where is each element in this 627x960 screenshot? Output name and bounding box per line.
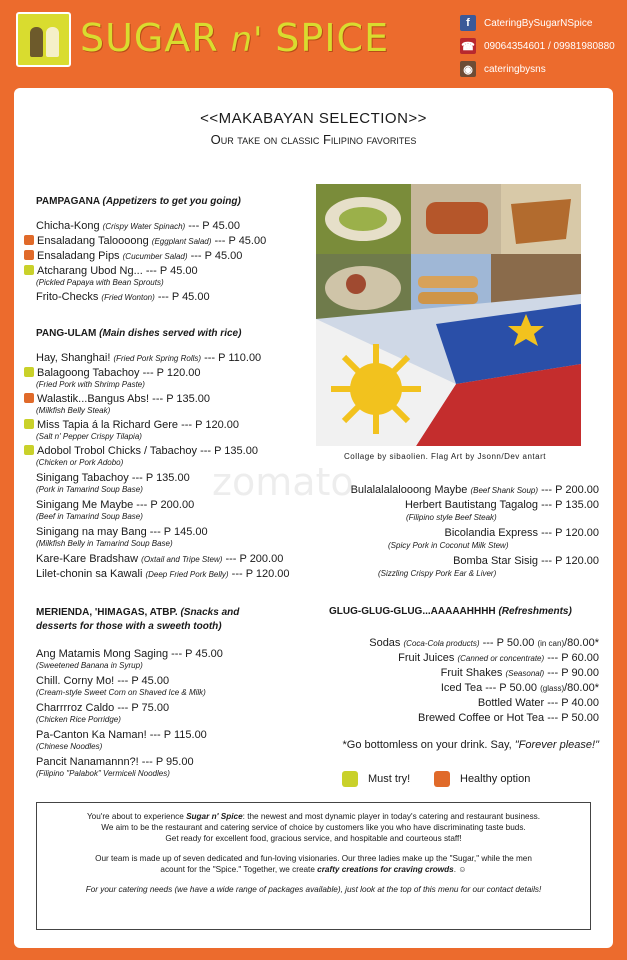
item-price: --- P 120.00 <box>541 555 599 567</box>
food-collage-image <box>316 184 581 446</box>
menu-item <box>36 526 208 539</box>
menu-item <box>36 648 223 661</box>
item-price: --- P 45.00 <box>188 220 241 232</box>
contacts <box>460 12 615 81</box>
menu-item <box>36 553 283 566</box>
legend-must-try <box>342 771 410 787</box>
healthy-icon <box>24 393 34 403</box>
item-name: Chicha-Kong <box>36 220 100 232</box>
about-text: You're about to experience <box>86 812 187 821</box>
item-note: (Sweetened Banana in Syrup) <box>36 661 143 670</box>
item-price: --- P 45.00 <box>190 250 243 262</box>
item-note: (Pork in Tamarind Soup Base) <box>36 485 143 494</box>
item-name: Frito-Checks <box>36 291 99 303</box>
about-paragraph-1 <box>47 811 580 844</box>
item-name: Atcharang Ubod Ng... <box>37 265 143 277</box>
item-name: Pancit Nanamannn?! <box>36 756 139 768</box>
item-name: Miss Tapia á la Richard Gere <box>37 419 179 431</box>
item-price: --- P 120.00 <box>181 419 239 431</box>
about-box <box>36 802 591 930</box>
salt-shaker-icon <box>46 27 59 57</box>
item-desc: (Coca-Cola products) <box>403 639 480 648</box>
brand-n: n' <box>218 20 276 60</box>
item-price: --- P 95.00 <box>141 756 194 768</box>
item-note: (Sizzling Crispy Pork Ear & Liver) <box>378 569 497 578</box>
item-price: --- P 90.00 <box>547 667 599 679</box>
item-price: --- P 50.00 <box>547 712 599 724</box>
item-price: --- P 135.00 <box>152 393 211 405</box>
menu-item <box>36 675 169 688</box>
item-price-bottomless: /80.00* <box>564 682 599 694</box>
section-heading: GLUG-GLUG-GLUG...AAAAAHHHH <box>329 606 496 617</box>
must-try-icon <box>24 419 34 429</box>
must-try-icon <box>342 771 358 787</box>
drink-item <box>441 682 599 695</box>
menu-item <box>36 352 261 365</box>
item-name: Sodas <box>369 637 401 649</box>
must-try-icon <box>24 265 34 275</box>
phone-icon: ☎ <box>460 38 476 54</box>
section-desc: (Refreshments) <box>498 606 572 617</box>
menu-item <box>444 527 599 540</box>
item-note: (Chicken Rice Porridge) <box>36 715 121 724</box>
drink-item <box>398 652 599 665</box>
menu-card <box>14 88 613 948</box>
facebook-icon: f <box>460 15 476 31</box>
item-note: (Cream-style Sweet Corn on Shaved Ice & Milk) <box>36 688 206 697</box>
item-desc: (Eggplant Salad) <box>151 237 212 246</box>
item-desc: (Cucumber Salad) <box>122 252 188 261</box>
item-price: --- P 145.00 <box>149 526 208 538</box>
item-extra: (in can) <box>537 639 565 648</box>
item-name: Bicolandia Express <box>444 527 539 539</box>
healthy-icon <box>24 235 34 245</box>
collage-art <box>316 184 581 446</box>
item-desc: (Fried Pork Spring Rolls) <box>113 354 202 363</box>
section-heading: MERIENDA, 'HIMAGAS, ATBP. <box>36 607 178 618</box>
item-desc: (Fried Wonton) <box>101 293 155 302</box>
section-heading: PANG-ULAM <box>36 328 97 339</box>
item-name: Herbert Bautistang Tagalog <box>404 499 539 511</box>
item-name: Sinigang Me Maybe <box>36 499 134 511</box>
item-name: Chill. Corny Mo! <box>36 675 115 687</box>
item-price: --- P 45.00 <box>171 648 223 660</box>
item-name: Sinigang Tabachoy <box>36 472 129 484</box>
contact-instagram[interactable] <box>460 58 615 80</box>
section-desc: (Main dishes served with rice) <box>99 328 242 339</box>
item-price: --- P 45.00 <box>157 291 210 303</box>
item-price: --- P 60.00 <box>547 652 599 664</box>
item-name: Bomba Star Sisig <box>453 555 539 567</box>
about-tagline: crafty creations for craving crowds <box>317 865 454 874</box>
menu-item <box>24 235 266 248</box>
menu-title: <<MAKABAYAN SELECTION>> <box>200 110 427 127</box>
item-name: Adobol Trobol Chicks / Tabachoy <box>37 445 197 457</box>
section-pampagana <box>36 196 241 207</box>
item-note: (Fried Pork with Shrimp Paste) <box>36 380 145 389</box>
item-name: Ensaladang Pips <box>37 250 120 262</box>
item-name: Pa-Canton Ka Naman! <box>36 729 147 741</box>
menu-item <box>24 250 242 263</box>
brand-name <box>80 16 389 60</box>
item-price: --- P 200.00 <box>541 484 599 496</box>
item-name: Kare-Kare Bradshaw <box>36 553 139 565</box>
about-paragraph-2 <box>47 853 580 875</box>
item-name: Bulalalalalooong Maybe <box>350 484 468 496</box>
logo <box>16 12 71 67</box>
item-desc: (Oxtail and Tripe Stew) <box>141 555 223 564</box>
header <box>0 0 627 80</box>
item-price: --- P 200.00 <box>225 553 284 565</box>
item-note: (Pickled Papaya with Bean Sprouts) <box>36 278 164 287</box>
menu-item <box>36 499 194 512</box>
menu-item <box>24 393 210 406</box>
item-name: Bottled Water <box>477 697 545 709</box>
menu-item <box>36 568 290 581</box>
item-note: (Filipino "Palabok" Vermiceli Noodles) <box>36 769 170 778</box>
item-note: (Beef in Tamarind Soup Base) <box>36 512 143 521</box>
instagram-icon: ◉ <box>460 61 476 77</box>
drink-item <box>418 712 599 725</box>
item-price: --- P 45.00 <box>117 675 170 687</box>
menu-item <box>453 555 599 568</box>
section-desc: (Appetizers to get you going) <box>102 196 241 207</box>
item-price: --- P 115.00 <box>149 729 207 741</box>
section-desc-2: desserts for those with a sweeth tooth) <box>36 621 222 632</box>
item-note: (Spicy Pork in Coconut Milk Stew) <box>388 541 509 550</box>
must-try-icon <box>24 445 34 455</box>
about-brand: Sugar n' Spice <box>186 812 243 821</box>
menu-item <box>24 265 198 278</box>
item-note: (Chinese Noodles) <box>36 742 103 751</box>
drink-item <box>369 637 599 650</box>
item-extra: (glass) <box>540 684 565 693</box>
menu-subtitle: Our take on classic Filipino favorites <box>210 132 417 147</box>
menu-item <box>36 472 190 485</box>
item-price-bottomless: /80.00* <box>564 637 599 649</box>
item-price: --- P 120.00 <box>541 527 599 539</box>
watermark: zomato <box>212 460 354 504</box>
menu-item <box>36 729 207 742</box>
item-desc: (Canned or concentrate) <box>457 654 545 663</box>
about-text: Our team is made up of seven dedicated and fun-loving visionaries. Our three ladies make up the "Sugar," while the men <box>95 854 532 863</box>
menu-item <box>24 445 258 458</box>
item-name: Lilet-chonin sa Kawali <box>36 568 143 580</box>
item-desc: (Seasonal) <box>505 669 545 678</box>
item-price: --- P 50.00 <box>482 637 535 649</box>
item-price: --- P 110.00 <box>204 352 262 364</box>
about-text: : the newest and most dynamic player in today's catering and restaurant business. <box>242 812 541 821</box>
item-price: --- P 135.00 <box>200 445 258 457</box>
item-note: (Milkfish Belly Steak) <box>36 406 111 415</box>
item-price: --- P 50.00 <box>485 682 538 694</box>
healthy-icon <box>24 250 34 260</box>
bottomless-note <box>343 739 599 752</box>
item-name: Hay, Shanghai! <box>36 352 111 364</box>
menu-item <box>36 291 210 304</box>
item-name: Ang Matamis Mong Saging <box>36 648 169 660</box>
item-name: Balagoong Tabachoy <box>37 367 140 379</box>
item-desc: (Beef Shank Soup) <box>470 486 539 495</box>
menu-item <box>36 756 194 769</box>
phone-numbers: 09064354601 / 09981980880 <box>484 40 615 52</box>
drink-item <box>478 697 599 710</box>
item-name: Fruit Shakes <box>440 667 503 679</box>
bottomless-text: *Go bottomless on your drink. Say, <box>342 739 515 751</box>
drink-item <box>441 667 599 680</box>
healthy-icon <box>434 771 450 787</box>
menu-item <box>405 499 599 512</box>
must-try-icon <box>24 367 34 377</box>
legend-label: Must try! <box>368 773 411 785</box>
menu-item <box>351 484 599 497</box>
menu-item <box>36 220 240 233</box>
bottomless-quote: "Forever please!" <box>514 739 599 751</box>
menu-item <box>36 702 169 715</box>
item-name: Ensaladang Taloooong <box>37 235 149 247</box>
item-desc: (Crispy Water Spinach) <box>102 222 186 231</box>
section-drinks <box>329 606 572 617</box>
about-text: We aim to be the restaurant and catering service of choice by customers like you who have discriminating taste buds. <box>101 823 526 832</box>
item-price: --- P 120.00 <box>142 367 201 379</box>
contact-facebook[interactable] <box>460 12 615 34</box>
item-name: Walastik...Bangus Abs! <box>37 393 150 405</box>
item-price: --- P 75.00 <box>117 702 170 714</box>
item-name: Brewed Coffee or Hot Tea <box>417 712 545 724</box>
brand-spice: SPICE <box>275 16 390 60</box>
pepper-shaker-icon <box>30 27 43 57</box>
item-note: (Chicken or Pork Adobo) <box>36 458 124 467</box>
menu-item <box>24 419 239 432</box>
item-price: --- P 120.00 <box>231 568 290 580</box>
item-note: (Filipino style Beef Steak) <box>406 513 497 522</box>
instagram-handle: cateringbysns <box>484 63 546 75</box>
item-price: --- P 45.00 <box>214 235 267 247</box>
menu-item <box>24 367 201 380</box>
brand-sugar: SUGAR <box>80 16 219 60</box>
about-text: . ☺ <box>453 865 467 874</box>
item-desc: (Deep Fried Pork Belly) <box>145 570 229 579</box>
item-name: Charrrroz Caldo <box>36 702 115 714</box>
about-text: Get ready for excellent food, gracious service, and hospitable and courteous staff! <box>165 834 462 843</box>
contact-phone[interactable] <box>460 35 615 57</box>
photo-caption: Collage by sibaolien. Flag Art by Jsonn/Dev antart <box>344 452 546 461</box>
section-pangulam <box>36 328 241 339</box>
section-desc: (Snacks and <box>180 607 240 618</box>
item-note: (Salt n' Pepper Crispy Tilapia) <box>36 432 142 441</box>
about-paragraph-3 <box>47 884 580 895</box>
item-name: Iced Tea <box>440 682 483 694</box>
item-price: --- P 40.00 <box>547 697 599 709</box>
item-price: --- P 200.00 <box>136 499 195 511</box>
section-heading: PAMPAGANA <box>36 196 100 207</box>
item-price: --- P 135.00 <box>541 499 599 511</box>
about-text: For your catering needs (we have a wide range of packages available), just look at the top of this menu for our contact details! <box>85 885 542 894</box>
item-name: Sinigang na may Bang <box>36 526 147 538</box>
item-price: --- P 135.00 <box>131 472 190 484</box>
legend-healthy <box>434 771 530 787</box>
section-merienda <box>36 606 239 634</box>
item-note: (Milkfish Belly in Tamarind Soup Base) <box>36 539 173 548</box>
about-text: acount for the "Spice." Together, we create <box>160 865 318 874</box>
item-name: Fruit Juices <box>398 652 455 664</box>
item-price: --- P 45.00 <box>145 265 198 277</box>
facebook-handle: CateringBySugarNSpice <box>484 17 593 29</box>
legend-label: Healthy option <box>460 773 531 785</box>
